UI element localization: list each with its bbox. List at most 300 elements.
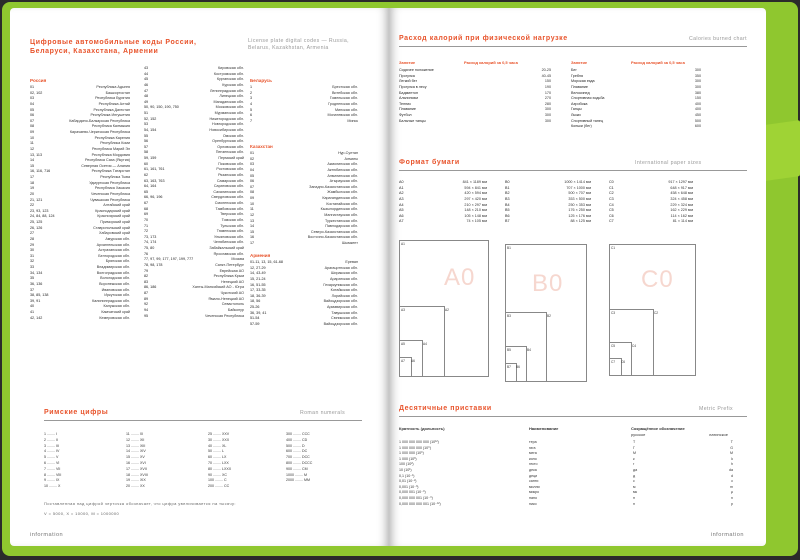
list-item: п [633, 501, 635, 506]
row-value: Республика Адыгея [96, 85, 130, 89]
list-item: µ [730, 490, 733, 495]
row-key: 07 [250, 184, 255, 189]
row-value: 229 × 324 мм [670, 202, 693, 207]
row-value: Ульяновская обл. [214, 234, 244, 239]
row-value: Котайкская обл. [330, 288, 358, 293]
row-key: 50, 90, 150, 190, 750 [144, 105, 179, 110]
row-value: Актюбинская обл. [327, 167, 358, 172]
plate-codes-title: Цифровые автомобильные коды России, Беларуси, Казахстана, Армении [30, 39, 197, 55]
row-value: Байконур [227, 307, 244, 312]
cal-head-activity-1: Занятие [399, 60, 416, 65]
a6-label: A6 [411, 359, 415, 363]
row-key: 40 [30, 304, 35, 309]
row-value: Алматы [344, 156, 358, 161]
paper-rule [399, 170, 747, 171]
roman-col4 [286, 432, 356, 484]
row-key: 39, 91 [30, 298, 41, 303]
row-key: B2 [505, 191, 510, 196]
row-key: Прогулка [399, 73, 415, 78]
row-value: Калужская обл. [103, 304, 130, 309]
list-item: 8 ........ VIII [44, 472, 62, 477]
row-key: 49 [144, 99, 149, 104]
row-key: 42, 142 [30, 315, 43, 320]
list-item: 11 ........ XI [126, 432, 144, 436]
b4-label: B4 [527, 348, 531, 352]
row-value: Республика Ингушетия [90, 113, 130, 118]
row-value: Рязанская обл. [218, 172, 244, 177]
row-key: A2 [399, 191, 404, 196]
list-item: 14 ........ XIV [126, 449, 146, 454]
prefix-head-lat: латинское [709, 432, 728, 437]
row-key: 04 [30, 101, 35, 106]
calories-col2 [571, 68, 701, 130]
row-key: Спортивная ходьба [571, 96, 605, 101]
row-key: 1 [250, 85, 253, 89]
row-key: 74, 174 [144, 240, 157, 245]
row-value: 500 × 707 мм [568, 191, 591, 196]
row-value: 162 × 229 мм [670, 208, 693, 213]
row-key: 17 [30, 175, 35, 179]
row-key: 10 [30, 135, 35, 140]
code-row [609, 219, 693, 225]
row-key: B0 [505, 180, 510, 184]
list-item: h [731, 462, 733, 467]
row-value: 88 × 125 мм [570, 219, 591, 224]
row-key: B1 [505, 185, 510, 190]
row-value: Омская обл. [222, 133, 244, 138]
list-item: p [731, 501, 733, 506]
row-key: 26, 126 [30, 225, 43, 230]
row-key: Теннис [399, 101, 412, 106]
code-row [250, 322, 358, 328]
row-value: Армавирская обл. [327, 305, 358, 309]
row-key: 2 [250, 90, 253, 95]
roman-note-example: V = 5000, X = 10000, M = 1000000 [44, 511, 120, 516]
list-item: 1 000 (10³) [399, 456, 417, 461]
row-key: Плавание [399, 107, 416, 112]
row-key: 11 [250, 207, 254, 212]
row-value: 324 × 458 мм [670, 196, 693, 201]
row-key: 07 [30, 118, 35, 123]
row-value: Ростовская обл. [216, 167, 244, 172]
row-value: Красноярский край [97, 214, 130, 219]
b2-label: B2 [547, 314, 551, 318]
row-value: 148 × 210 мм [464, 208, 487, 213]
row-value: 280 [544, 101, 551, 106]
row-key: 78, 98, 178 [144, 262, 163, 267]
prefix-lat-abbr [729, 440, 733, 507]
row-key: 5 [250, 107, 253, 112]
calories-rule [399, 46, 747, 47]
row-value: 707 × 1000 мм [566, 185, 591, 190]
row-value: Орловская обл. [217, 144, 244, 149]
row-value: Удмуртская Республика [89, 180, 130, 185]
code-row [30, 316, 130, 322]
row-value: Сахалинская обл. [213, 189, 244, 194]
list-item: 15 ........ XV [126, 455, 145, 460]
list-item: 30 ........ XXX [208, 437, 230, 442]
row-value: Карагандинская обл. [322, 196, 358, 200]
list-item: 16 ........ XVI [126, 460, 146, 465]
row-value: Северная Осетия — Алания [81, 163, 130, 168]
prefix-title: Десятичные приставки [399, 405, 492, 412]
row-key: 15 [250, 229, 255, 234]
prefix-head-mult: Кратность (дольность) [399, 426, 445, 431]
row-key: Морская езда [571, 79, 595, 84]
c4-label: C4 [632, 344, 637, 348]
row-value: 300 [544, 113, 551, 117]
row-value: Вайоцдзорская обл. [323, 299, 358, 304]
row-value: 40-45 [541, 73, 551, 78]
row-value: Ивановская обл. [101, 287, 130, 292]
list-item: 900 ........ CM [286, 466, 308, 471]
row-key: 3 [250, 96, 253, 101]
row-key: A7 [399, 219, 404, 224]
row-value: 594 × 841 мм [464, 185, 487, 190]
row-key: 33 [30, 265, 35, 269]
row-value: Костромская обл. [213, 71, 244, 76]
row-key: 38, 85, 138 [30, 293, 49, 298]
roman-col1 [44, 432, 119, 490]
row-value: Томская обл. [221, 217, 244, 222]
row-value: Нижегородская обл. [209, 116, 244, 121]
b0-watermark: B0 [532, 270, 564, 297]
row-key: A4 [399, 202, 404, 207]
row-value: Жамбылская обл. [327, 190, 358, 195]
row-key: Плавание [571, 84, 588, 89]
row-value: Кызылординская обл. [320, 207, 358, 212]
row-value: 400 [694, 101, 701, 106]
list-item: 17 ........ XVII [126, 466, 147, 471]
row-value: Брестская обл. [332, 85, 358, 89]
row-key: A1 [399, 185, 404, 190]
list-item: м [633, 484, 636, 489]
list-item: санти [529, 479, 539, 484]
row-value: Севастополь [221, 302, 244, 307]
row-key: 56 [144, 139, 149, 144]
c7-label: C7 [611, 360, 616, 364]
row-value: 380 [694, 90, 701, 95]
row-key: Бег [571, 68, 577, 72]
row-value: Тамбовская обл. [215, 206, 244, 211]
list-item: 600 ........ DC [286, 449, 308, 454]
row-value: Республика Бурятия [95, 96, 130, 101]
paper-title: Формат бумаги [399, 159, 460, 166]
row-key: 15, 21-24 [250, 276, 266, 281]
list-item: 0,1 (10⁻¹) [399, 473, 415, 478]
prefix-ru-abbr [633, 440, 637, 507]
row-key: A3 [399, 196, 404, 201]
row-key: 58 [144, 150, 149, 155]
row-key: 94 [144, 307, 149, 312]
row-value: Курганская обл. [216, 77, 244, 82]
calories-title: Расход калорий при физической нагрузке [399, 35, 568, 42]
russia-codes-col2 [144, 66, 244, 319]
b3-label: B3 [507, 314, 511, 318]
row-key: C7 [609, 219, 614, 224]
list-item: н [633, 495, 635, 500]
armenia-label: Армения [250, 253, 271, 258]
list-item: da [729, 467, 733, 472]
list-item: 18 ........ XVIII [126, 472, 148, 477]
c1-label: C1 [611, 246, 616, 250]
row-key: C4 [609, 202, 614, 207]
row-key: A0 [399, 180, 404, 184]
row-key: 02 [250, 156, 255, 161]
row-value: Ленинградская обл. [210, 88, 244, 93]
c3-label: C3 [611, 311, 616, 315]
row-value: Мангистауская обл. [324, 212, 358, 217]
row-key: 04 [250, 167, 255, 172]
list-item: да [633, 467, 638, 472]
row-value: Вайоцдзорская обл. [323, 321, 358, 326]
row-key: B7 [505, 219, 510, 224]
row-key: 17, 33-35 [250, 288, 266, 293]
b5-label: B5 [507, 348, 511, 352]
row-key: 64, 164 [144, 184, 157, 189]
row-key: B4 [505, 202, 510, 207]
row-value: 458 × 648 мм [670, 191, 693, 196]
row-value: Ярославская обл. [213, 251, 244, 256]
row-key: 73, 173 [144, 234, 157, 239]
left-page [10, 8, 389, 546]
list-item: 70 ........ LXX [208, 460, 229, 465]
row-value: Гродненская обл. [328, 101, 358, 106]
list-item: 7 ........ VII [44, 466, 61, 471]
row-key: 30 [30, 248, 35, 253]
row-key: 18, 36-39 [250, 293, 266, 298]
a5-label: A5 [401, 342, 405, 346]
row-value: 648 × 917 мм [670, 185, 693, 190]
row-value: Новгородская обл. [212, 122, 244, 127]
list-item: мк [633, 490, 638, 495]
list-item: k [731, 456, 733, 461]
row-value: Владимирская обл. [96, 265, 130, 269]
row-key: 17 [250, 241, 255, 245]
row-value: Смоленская обл. [214, 201, 244, 205]
roman-note: Поставленная над цифрой черточка обозначает, что цифра увеличивается на тысячу: [44, 501, 236, 506]
row-key: 68 [144, 206, 149, 211]
row-key: 77, 97, 99, 177, 197, 199, 777 [144, 257, 194, 262]
row-value: Сюникская обл. [331, 316, 358, 321]
row-value: Костанайская обл. [326, 201, 358, 206]
a4-label: A4 [423, 342, 427, 346]
row-value: Воронежская обл. [99, 281, 130, 286]
list-item: М [633, 451, 636, 456]
row-key: A5 [399, 208, 404, 213]
row-value: 300 [694, 79, 701, 84]
row-key: 15 [30, 163, 35, 168]
row-key: 22 [30, 203, 35, 208]
row-key: 16, 51-55 [250, 282, 266, 287]
row-key: 7 [250, 118, 253, 123]
list-item: гекто [529, 462, 538, 467]
list-item: 40 ........ XL [208, 443, 227, 448]
row-value: Ненецкий АО [221, 279, 244, 284]
kazakhstan-label: Казахстан [250, 144, 273, 149]
row-value: Минская обл. [335, 107, 358, 112]
row-key: 46 [144, 82, 149, 87]
row-key: 28 [30, 236, 35, 241]
row-key: 76 [144, 251, 149, 256]
row-value: Республика Хакасия [94, 186, 130, 191]
row-value: Павлодарская обл. [325, 224, 358, 229]
row-key: 10 [250, 201, 255, 206]
row-value: 150 [544, 79, 551, 84]
row-value: Свердловская обл. [211, 195, 244, 200]
row-value: Архангельская обл. [96, 242, 130, 247]
row-value: Амурская обл. [105, 236, 130, 241]
row-key: 18, 56 [250, 299, 261, 304]
row-key: 95 [144, 313, 149, 318]
row-key: 66, 96, 196 [144, 195, 163, 200]
row-value: Санкт-Петербург [215, 262, 244, 267]
a1-label: A1 [401, 242, 405, 246]
row-key: 16 [250, 235, 255, 240]
roman-col2 [126, 432, 201, 490]
row-value: 150 [694, 96, 701, 101]
list-item: 0,001 (10⁻³) [399, 484, 419, 489]
row-value: Псковская обл. [218, 161, 244, 166]
row-value: 450 [694, 113, 701, 117]
row-value: Новосибирская обл. [209, 127, 244, 132]
list-item: милли [529, 484, 540, 489]
row-key: 35 [30, 276, 35, 281]
c6-label: C6 [621, 360, 626, 364]
row-value: Могилевская обл. [327, 113, 358, 118]
code-row [399, 119, 551, 125]
row-key: 14, 43-49 [250, 271, 266, 276]
row-key: 02, 102 [30, 90, 43, 95]
row-value: Кабардино-Балкарская Республика [69, 118, 130, 123]
row-value: Чеченская Республика [91, 191, 130, 196]
roman-rule [44, 420, 362, 421]
prefix-rule [399, 416, 747, 417]
russia-codes-col1 [30, 85, 130, 321]
row-value: Тавушская обл. [331, 310, 358, 315]
code-row [505, 219, 591, 225]
row-key: Прогулка в лесу [399, 84, 427, 89]
belarus-codes [250, 85, 358, 124]
row-key: 70 [144, 217, 149, 222]
row-value: 420 × 594 мм [464, 191, 487, 196]
row-value: Ямало-Ненецкий АО [208, 296, 244, 301]
row-value: Липецкая обл. [219, 94, 244, 99]
row-key: 59, 159 [144, 156, 157, 160]
code-row [250, 241, 358, 247]
row-key: Гребля [571, 73, 583, 78]
row-key: 34, 134 [30, 270, 43, 275]
row-key: B5 [505, 208, 510, 213]
list-item: 90 ........ XC [208, 472, 227, 477]
paper-c-sizes [609, 180, 693, 225]
row-value: Тульская обл. [220, 223, 244, 228]
row-key: Аэробика [571, 101, 588, 106]
row-key: 89 [144, 296, 149, 301]
row-key: 53 [144, 122, 149, 127]
list-item: d [731, 473, 733, 478]
row-key: C3 [609, 196, 614, 201]
list-item: 50 ........ L [208, 449, 224, 454]
row-value: 125 × 176 мм [568, 213, 591, 218]
row-value: 170 [544, 90, 551, 95]
list-item: 500 ........ D [286, 443, 305, 448]
list-item: 2 ........ II [44, 437, 58, 442]
row-key: 13 [250, 218, 255, 223]
row-value: Республика Саха (Якутия) [85, 158, 130, 163]
list-item: 0,000 000 001 (10⁻⁹) [399, 495, 433, 500]
row-key: 25-26 [250, 305, 260, 309]
row-value: Иркутская обл. [104, 293, 130, 298]
row-key: 08 [250, 190, 255, 195]
list-item: 19 ........ XIX [126, 478, 146, 483]
list-item: 200 ........ CC [208, 484, 230, 489]
row-key: 08 [30, 124, 35, 129]
row-value: 300 [544, 107, 551, 112]
list-item: 2000 ........ MM [286, 478, 310, 483]
row-value: 210 × 297 мм [464, 202, 487, 207]
list-item: д [633, 473, 636, 478]
row-key: Ганцы [571, 107, 582, 112]
row-value: 1000 × 1414 мм [564, 180, 591, 184]
row-value: 917 × 1297 мм [668, 180, 693, 184]
row-key: B3 [505, 196, 510, 201]
list-item: 10 (10¹) [399, 467, 412, 472]
row-key: 36, 39, 41 [250, 310, 267, 315]
row-value: Туркестанская обл. [325, 218, 358, 223]
list-item: 25 ........ XXV [208, 432, 230, 436]
row-value: Курская обл. [222, 82, 244, 87]
list-item: m [730, 484, 733, 489]
row-key: 92 [144, 302, 149, 307]
list-item: нано [529, 495, 537, 500]
row-value: Витебская обл. [331, 90, 358, 95]
row-key: 21, 121 [30, 197, 43, 202]
row-value: Чеченская Республика [205, 313, 244, 318]
row-value: 297 × 420 мм [464, 196, 487, 201]
cal-head-kcal-2: Расход калорий за 0,5 часа [631, 60, 685, 65]
row-key: 05 [250, 173, 255, 178]
list-item: 80 ........ LXXX [208, 466, 232, 471]
code-row [571, 124, 701, 130]
row-key: 25, 125 [30, 220, 43, 224]
row-key: 06 [250, 179, 255, 184]
row-key: 31 [30, 253, 35, 258]
row-value: Тверская обл. [220, 212, 244, 217]
row-key: 01-11, 13, 15, 61-68 [250, 260, 283, 264]
list-item: деци [529, 473, 538, 478]
row-value: Калининградская обл. [92, 298, 130, 303]
list-item: 60 ........ LX [208, 455, 227, 460]
row-value: Алтайский край [103, 203, 130, 208]
row-value: Республика Дагестан [93, 107, 130, 112]
row-value: 250 × 353 мм [568, 202, 591, 207]
row-key: 32 [30, 259, 35, 264]
row-key: C5 [609, 208, 614, 213]
row-value: 74 × 105 мм [466, 219, 487, 224]
list-item: 100 ........ C [208, 478, 227, 483]
row-value: 353 × 500 мм [568, 196, 591, 201]
row-key: 86, 186 [144, 285, 157, 290]
row-key: 82 [144, 274, 149, 279]
row-key: 63, 163, 763 [144, 178, 165, 183]
a7-label: A7 [401, 359, 405, 363]
row-key: 48 [144, 94, 149, 99]
row-value: Москва [231, 257, 244, 262]
row-key: 72 [144, 229, 149, 234]
row-key: 65 [144, 189, 149, 194]
list-item: 1 000 000 (10⁶) [399, 451, 424, 456]
